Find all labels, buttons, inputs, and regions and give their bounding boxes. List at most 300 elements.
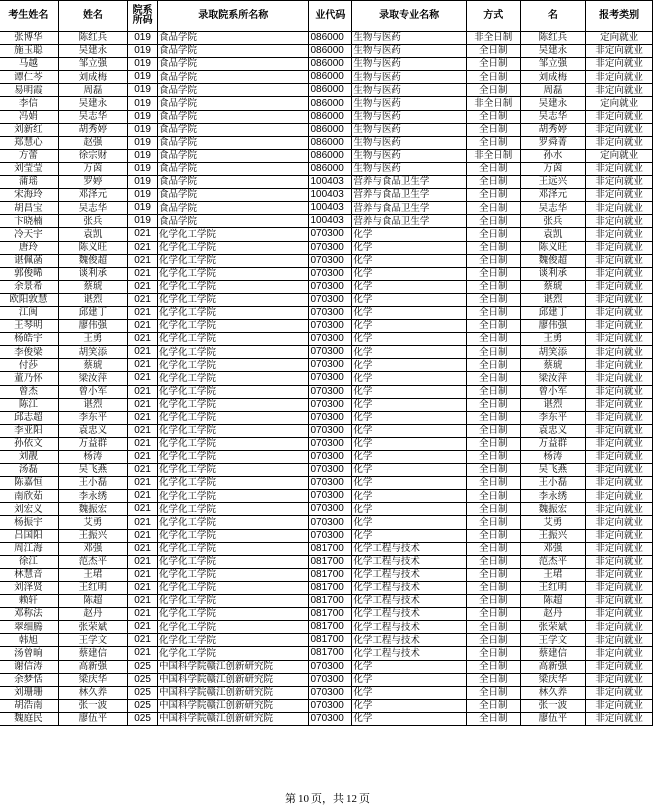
major-code-cell: 086000 xyxy=(309,32,352,45)
advisor-name-cell: 陈红兵 xyxy=(58,32,127,45)
study-mode-cell: 全日制 xyxy=(466,621,520,634)
study-mode-cell: 全日制 xyxy=(466,451,520,464)
major-name-cell: 化学工程与技术 xyxy=(352,542,466,555)
table-row xyxy=(0,581,653,594)
supervisor-cell: 袁凯 xyxy=(520,228,586,241)
candidate-name-cell: 李亚阳 xyxy=(0,424,58,437)
supervisor-cell: 王珺 xyxy=(520,568,586,581)
candidate-name-cell: 胡昌宝 xyxy=(0,202,58,215)
table-row xyxy=(0,712,653,725)
candidate-name-cell: 张博华 xyxy=(0,32,58,45)
dept-code-cell: 019 xyxy=(128,84,158,97)
major-name-cell: 化学 xyxy=(352,451,466,464)
study-mode-cell: 全日制 xyxy=(466,542,520,555)
category-cell: 非定向就业 xyxy=(586,110,653,123)
study-mode-cell: 全日制 xyxy=(466,398,520,411)
major-name-cell: 生物与医药 xyxy=(352,162,466,175)
major-name-cell: 化学 xyxy=(352,267,466,280)
table-row xyxy=(0,58,653,71)
supervisor-cell: 吴志华 xyxy=(520,202,586,215)
category-cell: 非定向就业 xyxy=(586,686,653,699)
header-col-supervisor: 名 xyxy=(520,1,586,32)
major-name-cell: 化学 xyxy=(352,516,466,529)
dept-name-cell: 化学化工学院 xyxy=(158,280,309,293)
table-row xyxy=(0,385,653,398)
header-col-candidate-name: 考生姓名 xyxy=(0,1,58,32)
candidate-name-cell: 刘珊珊 xyxy=(0,686,58,699)
table-row xyxy=(0,451,653,464)
table-row xyxy=(0,568,653,581)
table-row xyxy=(0,542,653,555)
study-mode-cell: 全日制 xyxy=(466,568,520,581)
dept-code-cell: 021 xyxy=(128,228,158,241)
dept-code-cell: 021 xyxy=(128,267,158,280)
major-name-cell: 生物与医药 xyxy=(352,32,466,45)
dept-name-cell: 化学化工学院 xyxy=(158,555,309,568)
major-name-cell: 化学 xyxy=(352,712,466,725)
major-name-cell: 化学 xyxy=(352,372,466,385)
major-code-cell: 070300 xyxy=(309,411,352,424)
dept-code-cell: 021 xyxy=(128,385,158,398)
dept-code-cell: 021 xyxy=(128,398,158,411)
supervisor-cell: 陈义旺 xyxy=(520,241,586,254)
major-code-cell: 070300 xyxy=(309,398,352,411)
major-name-cell: 化学 xyxy=(352,241,466,254)
advisor-name-cell: 胡秀婷 xyxy=(58,123,127,136)
supervisor-cell: 王勇 xyxy=(520,333,586,346)
category-cell: 定向就业 xyxy=(586,97,653,110)
dept-code-cell: 021 xyxy=(128,359,158,372)
supervisor-cell: 周磊 xyxy=(520,84,586,97)
supervisor-cell: 李永绣 xyxy=(520,490,586,503)
category-cell: 非定向就业 xyxy=(586,634,653,647)
major-name-cell: 营养与食品卫生学 xyxy=(352,189,466,202)
dept-code-cell: 021 xyxy=(128,254,158,267)
candidate-name-cell: 郑慧心 xyxy=(0,136,58,149)
dept-name-cell: 化学化工学院 xyxy=(158,568,309,581)
table-row xyxy=(0,503,653,516)
major-name-cell: 化学 xyxy=(352,385,466,398)
category-cell: 非定向就业 xyxy=(586,280,653,293)
dept-code-cell: 019 xyxy=(128,71,158,84)
major-code-cell: 081700 xyxy=(309,542,352,555)
major-name-cell: 化学 xyxy=(352,464,466,477)
category-cell: 非定向就业 xyxy=(586,202,653,215)
study-mode-cell: 全日制 xyxy=(466,202,520,215)
study-mode-cell: 全日制 xyxy=(466,424,520,437)
major-code-cell: 081700 xyxy=(309,608,352,621)
supervisor-cell: 万益群 xyxy=(520,437,586,450)
study-mode-cell: 非全日制 xyxy=(466,32,520,45)
advisor-name-cell: 吴志华 xyxy=(58,202,127,215)
advisor-name-cell: 吴建永 xyxy=(58,45,127,58)
dept-code-cell: 021 xyxy=(128,555,158,568)
advisor-name-cell: 王珺 xyxy=(58,568,127,581)
candidate-name-cell: 郭俊晞 xyxy=(0,267,58,280)
dept-code-cell: 021 xyxy=(128,529,158,542)
dept-code-cell: 025 xyxy=(128,712,158,725)
dept-name-cell: 化学化工学院 xyxy=(158,411,309,424)
dept-name-cell: 化学化工学院 xyxy=(158,634,309,647)
dept-code-cell: 019 xyxy=(128,32,158,45)
dept-code-cell: 021 xyxy=(128,647,158,660)
table-row xyxy=(0,333,653,346)
major-name-cell: 生物与医药 xyxy=(352,58,466,71)
supervisor-cell: 蔡琥 xyxy=(520,359,586,372)
major-code-cell: 070300 xyxy=(309,673,352,686)
candidate-name-cell: 邓称法 xyxy=(0,608,58,621)
advisor-name-cell: 李永绣 xyxy=(58,490,127,503)
major-name-cell: 化学 xyxy=(352,398,466,411)
study-mode-cell: 全日制 xyxy=(466,136,520,149)
advisor-name-cell: 邓泽元 xyxy=(58,189,127,202)
candidate-name-cell: 谭仁芩 xyxy=(0,71,58,84)
dept-name-cell: 中国科学院赣江创新研究院 xyxy=(158,686,309,699)
category-cell: 非定向就业 xyxy=(586,621,653,634)
major-code-cell: 100403 xyxy=(309,176,352,189)
category-cell: 非定向就业 xyxy=(586,267,653,280)
supervisor-cell: 张兵 xyxy=(520,215,586,228)
major-code-cell: 086000 xyxy=(309,58,352,71)
dept-name-cell: 食品学院 xyxy=(158,136,309,149)
dept-code-cell: 021 xyxy=(128,568,158,581)
supervisor-cell: 刘成梅 xyxy=(520,71,586,84)
header-col-dept-name: 录取院系所名称 xyxy=(158,1,309,32)
advisor-name-cell: 陈义旺 xyxy=(58,241,127,254)
candidate-name-cell: 王琴明 xyxy=(0,320,58,333)
dept-name-cell: 化学化工学院 xyxy=(158,451,309,464)
advisor-name-cell: 徐宗财 xyxy=(58,149,127,162)
dept-name-cell: 化学化工学院 xyxy=(158,346,309,359)
category-cell: 非定向就业 xyxy=(586,490,653,503)
major-code-cell: 070300 xyxy=(309,320,352,333)
study-mode-cell: 全日制 xyxy=(466,686,520,699)
table-row xyxy=(0,555,653,568)
table-row xyxy=(0,293,653,306)
major-name-cell: 化学 xyxy=(352,477,466,490)
dept-code-cell: 019 xyxy=(128,123,158,136)
dept-code-cell: 021 xyxy=(128,411,158,424)
category-cell: 非定向就业 xyxy=(586,712,653,725)
candidate-name-cell: 付莎 xyxy=(0,359,58,372)
study-mode-cell: 全日制 xyxy=(466,58,520,71)
category-cell: 非定向就业 xyxy=(586,293,653,306)
major-code-cell: 070300 xyxy=(309,228,352,241)
dept-code-cell: 019 xyxy=(128,110,158,123)
advisor-name-cell: 魏振宏 xyxy=(58,503,127,516)
major-code-cell: 086000 xyxy=(309,110,352,123)
footer-total-pages: 12 xyxy=(346,793,357,805)
major-name-cell: 生物与医药 xyxy=(352,45,466,58)
major-name-cell: 生物与医药 xyxy=(352,110,466,123)
study-mode-cell: 全日制 xyxy=(466,555,520,568)
study-mode-cell: 全日制 xyxy=(466,71,520,84)
study-mode-cell: 全日制 xyxy=(466,346,520,359)
supervisor-cell: 胡笑添 xyxy=(520,346,586,359)
candidate-name-cell: 邱志超 xyxy=(0,411,58,424)
dept-code-cell: 025 xyxy=(128,699,158,712)
category-cell: 非定向就业 xyxy=(586,306,653,319)
candidate-name-cell: 汤曾晌 xyxy=(0,647,58,660)
dept-name-cell: 食品学院 xyxy=(158,123,309,136)
dept-code-cell: 021 xyxy=(128,451,158,464)
candidate-name-cell: 魏庭民 xyxy=(0,712,58,725)
study-mode-cell: 全日制 xyxy=(466,477,520,490)
major-code-cell: 086000 xyxy=(309,149,352,162)
category-cell: 非定向就业 xyxy=(586,71,653,84)
dept-code-cell: 019 xyxy=(128,149,158,162)
candidate-name-cell: 赖轩 xyxy=(0,595,58,608)
dept-code-cell: 021 xyxy=(128,346,158,359)
footer-prefix: 第 xyxy=(285,792,296,805)
candidate-name-cell: 刘泽贤 xyxy=(0,581,58,594)
table-row xyxy=(0,608,653,621)
major-code-cell: 070300 xyxy=(309,437,352,450)
header-col-study-mode: 方式 xyxy=(466,1,520,32)
table-row xyxy=(0,346,653,359)
category-cell: 非定向就业 xyxy=(586,215,653,228)
study-mode-cell: 全日制 xyxy=(466,176,520,189)
category-cell: 非定向就业 xyxy=(586,595,653,608)
dept-name-cell: 化学化工学院 xyxy=(158,320,309,333)
dept-name-cell: 食品学院 xyxy=(158,45,309,58)
major-name-cell: 生物与医药 xyxy=(352,97,466,110)
major-name-cell: 化学 xyxy=(352,293,466,306)
supervisor-cell: 孙水 xyxy=(520,149,586,162)
candidate-name-cell: 欧阳敦慧 xyxy=(0,293,58,306)
candidate-name-cell: 宋海玲 xyxy=(0,189,58,202)
study-mode-cell: 全日制 xyxy=(466,660,520,673)
category-cell: 非定向就业 xyxy=(586,451,653,464)
major-code-cell: 070300 xyxy=(309,293,352,306)
advisor-name-cell: 赵丹 xyxy=(58,608,127,621)
advisor-name-cell: 范杰平 xyxy=(58,555,127,568)
major-code-cell: 070300 xyxy=(309,699,352,712)
dept-name-cell: 化学化工学院 xyxy=(158,424,309,437)
page-footer xyxy=(0,790,655,806)
advisor-name-cell: 万茵 xyxy=(58,162,127,175)
major-name-cell: 化学工程与技术 xyxy=(352,634,466,647)
category-cell: 非定向就业 xyxy=(586,503,653,516)
major-code-cell: 100403 xyxy=(309,215,352,228)
candidate-name-cell: 董乃怀 xyxy=(0,372,58,385)
study-mode-cell: 全日制 xyxy=(466,293,520,306)
candidate-name-cell: 陈江 xyxy=(0,398,58,411)
category-cell: 非定向就业 xyxy=(586,673,653,686)
category-cell: 非定向就业 xyxy=(586,162,653,175)
supervisor-cell: 张一波 xyxy=(520,699,586,712)
advisor-name-cell: 邓强 xyxy=(58,542,127,555)
supervisor-cell: 吴飞燕 xyxy=(520,464,586,477)
study-mode-cell: 全日制 xyxy=(466,372,520,385)
table-row xyxy=(0,647,653,660)
category-cell: 非定向就业 xyxy=(586,424,653,437)
advisor-name-cell: 王学文 xyxy=(58,634,127,647)
major-name-cell: 化学工程与技术 xyxy=(352,568,466,581)
candidate-name-cell: 周江海 xyxy=(0,542,58,555)
dept-name-cell: 食品学院 xyxy=(158,176,309,189)
candidate-name-cell: 蒲瑶 xyxy=(0,176,58,189)
candidate-name-cell: 汤磊 xyxy=(0,464,58,477)
advisor-name-cell: 曾小军 xyxy=(58,385,127,398)
dept-name-cell: 化学化工学院 xyxy=(158,333,309,346)
dept-name-cell: 食品学院 xyxy=(158,97,309,110)
major-name-cell: 化学 xyxy=(352,503,466,516)
supervisor-cell: 王红明 xyxy=(520,581,586,594)
advisor-name-cell: 袁凯 xyxy=(58,228,127,241)
advisor-name-cell: 梁汝萍 xyxy=(58,372,127,385)
advisor-name-cell: 王小磊 xyxy=(58,477,127,490)
study-mode-cell: 全日制 xyxy=(466,241,520,254)
candidate-name-cell: 易明霞 xyxy=(0,84,58,97)
category-cell: 非定向就业 xyxy=(586,581,653,594)
supervisor-cell: 谌烈 xyxy=(520,398,586,411)
table-row xyxy=(0,516,653,529)
major-code-cell: 070300 xyxy=(309,660,352,673)
candidate-name-cell: 卞晓楠 xyxy=(0,215,58,228)
major-code-cell: 086000 xyxy=(309,136,352,149)
category-cell: 非定向就业 xyxy=(586,45,653,58)
supervisor-cell: 杨涛 xyxy=(520,451,586,464)
category-cell: 非定向就业 xyxy=(586,608,653,621)
major-code-cell: 081700 xyxy=(309,595,352,608)
major-code-cell: 070300 xyxy=(309,359,352,372)
table-row xyxy=(0,490,653,503)
dept-name-cell: 化学化工学院 xyxy=(158,477,309,490)
major-name-cell: 生物与医药 xyxy=(352,84,466,97)
category-cell: 非定向就业 xyxy=(586,320,653,333)
supervisor-cell: 邓强 xyxy=(520,542,586,555)
table-row xyxy=(0,320,653,333)
dept-code-cell: 019 xyxy=(128,58,158,71)
candidate-name-cell: 刘莹莹 xyxy=(0,162,58,175)
dept-code-cell: 019 xyxy=(128,189,158,202)
major-code-cell: 081700 xyxy=(309,647,352,660)
advisor-name-cell: 陈超 xyxy=(58,595,127,608)
study-mode-cell: 全日制 xyxy=(466,280,520,293)
supervisor-cell: 谈利承 xyxy=(520,267,586,280)
advisor-name-cell: 魏俊超 xyxy=(58,254,127,267)
category-cell: 定向就业 xyxy=(586,149,653,162)
category-cell: 非定向就业 xyxy=(586,398,653,411)
table-row xyxy=(0,71,653,84)
study-mode-cell: 全日制 xyxy=(466,712,520,725)
candidate-name-cell: 林慧音 xyxy=(0,568,58,581)
table-row xyxy=(0,424,653,437)
dept-code-cell: 021 xyxy=(128,581,158,594)
candidate-name-cell: 刘宏义 xyxy=(0,503,58,516)
advisor-name-cell: 刘成梅 xyxy=(58,71,127,84)
dept-name-cell: 化学化工学院 xyxy=(158,254,309,267)
footer-mid: 页，共 xyxy=(311,792,344,805)
supervisor-cell: 吴建永 xyxy=(520,45,586,58)
dept-name-cell: 食品学院 xyxy=(158,32,309,45)
candidate-name-cell: 胡浩南 xyxy=(0,699,58,712)
dept-name-cell: 化学化工学院 xyxy=(158,516,309,529)
category-cell: 非定向就业 xyxy=(586,516,653,529)
dept-code-cell: 021 xyxy=(128,595,158,608)
advisor-name-cell: 张一波 xyxy=(58,699,127,712)
dept-name-cell: 化学化工学院 xyxy=(158,621,309,634)
study-mode-cell: 全日制 xyxy=(466,333,520,346)
category-cell: 非定向就业 xyxy=(586,228,653,241)
supervisor-cell: 廖伍平 xyxy=(520,712,586,725)
major-code-cell: 086000 xyxy=(309,97,352,110)
candidate-name-cell: 冯娟 xyxy=(0,110,58,123)
candidate-name-cell: 余梦恬 xyxy=(0,673,58,686)
study-mode-cell: 全日制 xyxy=(466,647,520,660)
dept-code-cell: 021 xyxy=(128,333,158,346)
study-mode-cell: 全日制 xyxy=(466,123,520,136)
major-name-cell: 化学 xyxy=(352,686,466,699)
table-row xyxy=(0,306,653,319)
table-row xyxy=(0,110,653,123)
supervisor-cell: 王小磊 xyxy=(520,477,586,490)
major-code-cell: 070300 xyxy=(309,686,352,699)
major-name-cell: 生物与医药 xyxy=(352,123,466,136)
advisor-name-cell: 王振兴 xyxy=(58,529,127,542)
supervisor-cell: 王远兴 xyxy=(520,176,586,189)
major-name-cell: 生物与医药 xyxy=(352,149,466,162)
dept-code-cell: 021 xyxy=(128,306,158,319)
table-header-row xyxy=(0,1,653,32)
dept-name-cell: 化学化工学院 xyxy=(158,581,309,594)
dept-name-cell: 化学化工学院 xyxy=(158,267,309,280)
table-row xyxy=(0,398,653,411)
major-code-cell: 070300 xyxy=(309,385,352,398)
major-name-cell: 化学工程与技术 xyxy=(352,647,466,660)
study-mode-cell: 全日制 xyxy=(466,162,520,175)
dept-code-cell: 025 xyxy=(128,686,158,699)
major-code-cell: 070300 xyxy=(309,306,352,319)
supervisor-cell: 张荣斌 xyxy=(520,621,586,634)
advisor-name-cell: 蔡琥 xyxy=(58,280,127,293)
dept-code-cell: 021 xyxy=(128,280,158,293)
candidate-name-cell: 唐玲 xyxy=(0,241,58,254)
study-mode-cell: 全日制 xyxy=(466,608,520,621)
supervisor-cell: 邱建丁 xyxy=(520,306,586,319)
advisor-name-cell: 谌烈 xyxy=(58,293,127,306)
dept-code-cell: 021 xyxy=(128,490,158,503)
category-cell: 非定向就业 xyxy=(586,189,653,202)
dept-code-cell: 021 xyxy=(128,477,158,490)
major-code-cell: 070300 xyxy=(309,503,352,516)
candidate-name-cell: 江闽 xyxy=(0,306,58,319)
major-code-cell: 070300 xyxy=(309,333,352,346)
category-cell: 非定向就业 xyxy=(586,359,653,372)
major-name-cell: 营养与食品卫生学 xyxy=(352,215,466,228)
dept-code-cell: 021 xyxy=(128,241,158,254)
header-col-major-code: 业代码 xyxy=(309,1,352,32)
category-cell: 非定向就业 xyxy=(586,123,653,136)
supervisor-cell: 吴建永 xyxy=(520,97,586,110)
study-mode-cell: 非全日制 xyxy=(466,149,520,162)
major-code-cell: 070300 xyxy=(309,372,352,385)
table-row xyxy=(0,280,653,293)
category-cell: 非定向就业 xyxy=(586,241,653,254)
dept-name-cell: 食品学院 xyxy=(158,162,309,175)
supervisor-cell: 赵丹 xyxy=(520,608,586,621)
major-code-cell: 070300 xyxy=(309,254,352,267)
table-row xyxy=(0,162,653,175)
major-name-cell: 化学 xyxy=(352,306,466,319)
category-cell: 非定向就业 xyxy=(586,647,653,660)
major-code-cell: 070300 xyxy=(309,712,352,725)
major-name-cell: 营养与食品卫生学 xyxy=(352,202,466,215)
table-row xyxy=(0,699,653,712)
dept-code-cell: 019 xyxy=(128,162,158,175)
advisor-name-cell: 张兵 xyxy=(58,215,127,228)
